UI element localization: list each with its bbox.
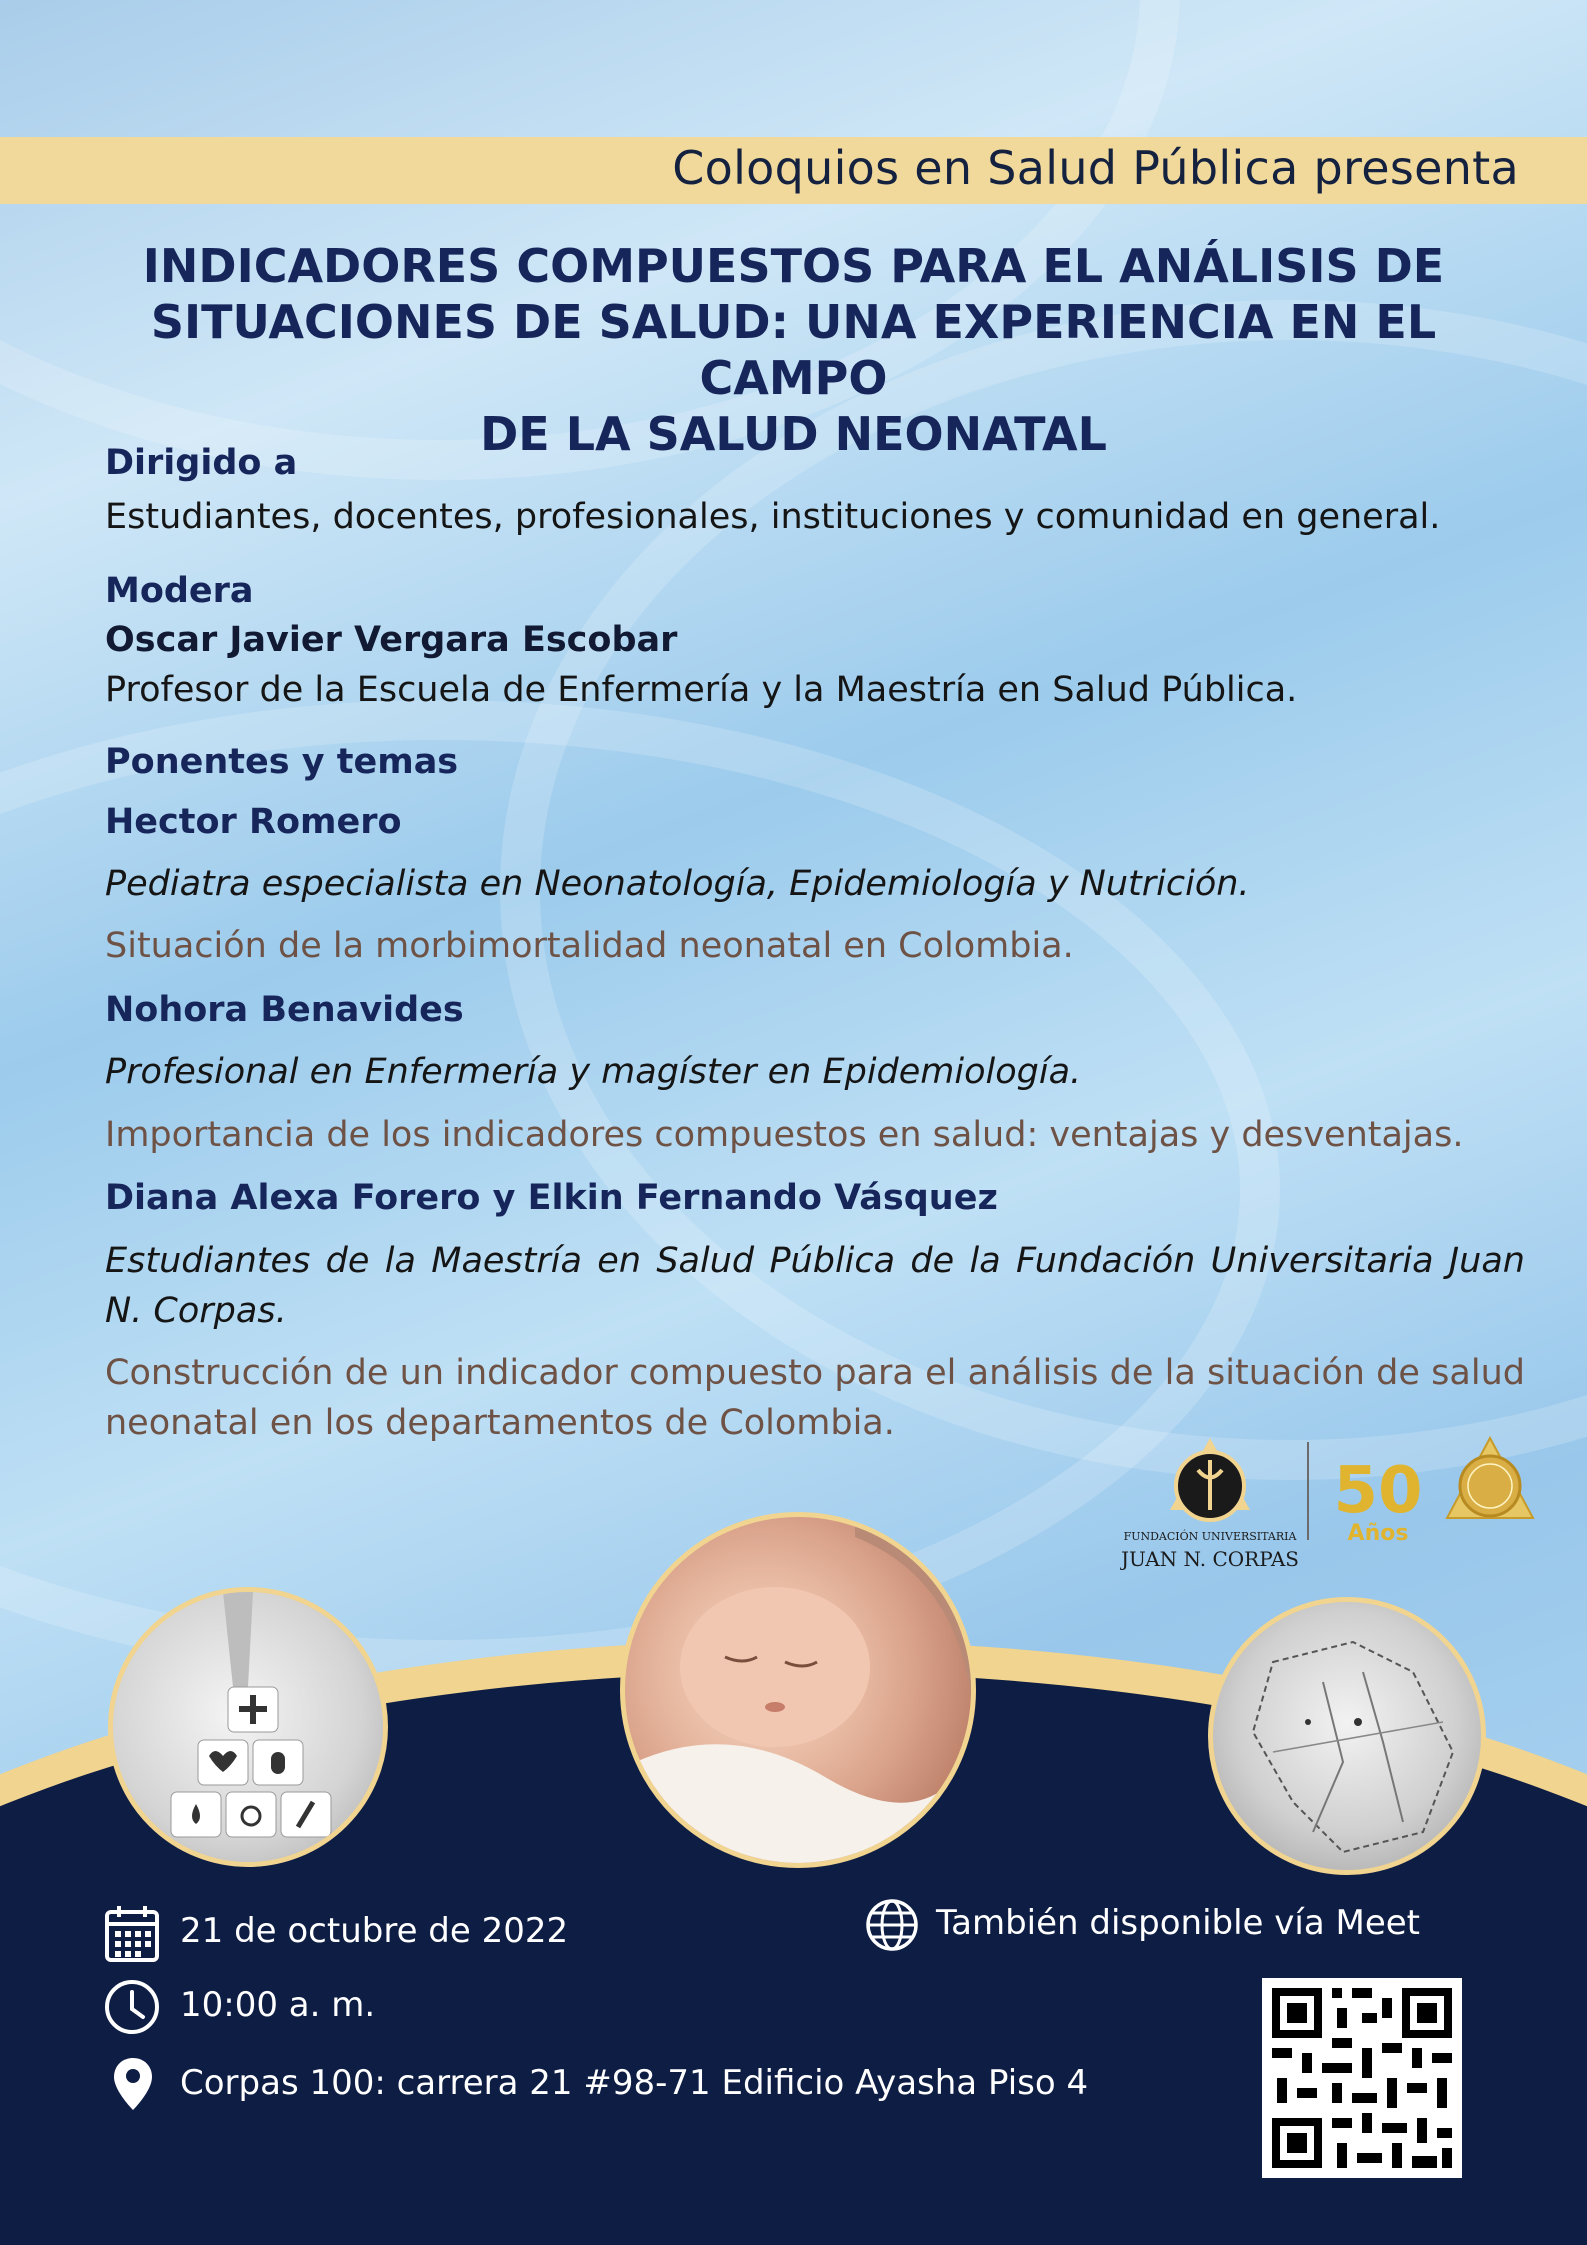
- location-pin-icon: [112, 2056, 154, 2112]
- online-availability: También disponible vía Meet: [936, 1903, 1420, 1943]
- corpas-logo-icon: [1120, 1430, 1540, 1580]
- moderator-role: Profesor de la Escuela de Enfermería y la Maestría en Salud Pública.: [105, 670, 1298, 710]
- colombia-map-photo: [1208, 1597, 1486, 1875]
- logo-small-text: FUNDACIÓN UNIVERSITARIA: [1123, 1530, 1297, 1543]
- moderator-heading: Modera: [105, 571, 254, 611]
- globe-icon: [864, 1897, 920, 1953]
- clock-icon: [103, 1978, 161, 2036]
- event-date: 21 de octubre de 2022: [180, 1911, 569, 1951]
- qr-code-icon: [1262, 1978, 1462, 2178]
- speaker-role: Profesional en Enfermería y magíster en Epidemiología.: [105, 1052, 1082, 1092]
- speaker-topic: Situación de la morbimortalidad neonatal en Colombia.: [105, 926, 1074, 966]
- speaker-topic: Importancia de los indicadores compuestos en salud: ventajas y desventajas.: [105, 1115, 1464, 1155]
- newborn-photo: [620, 1512, 976, 1868]
- title-line: INDICADORES COMPUESTOS PARA EL ANÁLISIS DE: [142, 239, 1445, 293]
- speaker-topic: Construcción de un indicador compuesto para el análisis de la situación de salud neonatal en los departamentos de Colombia.: [105, 1353, 1525, 1443]
- audience-heading: Dirigido a: [105, 443, 298, 483]
- speaker-role: Estudiantes de la Maestría en Salud Pública de la Fundación Universitaria Juan N. Corpas.: [105, 1241, 1525, 1331]
- logo-name-text: JUAN N. CORPAS: [1120, 1547, 1300, 1571]
- anniversary-number: 50: [1333, 1454, 1423, 1528]
- qr-code[interactable]: [1262, 1978, 1462, 2178]
- health-blocks-icon: [113, 1592, 383, 1862]
- institution-logos: [1120, 1430, 1540, 1580]
- event-time: 10:00 a. m.: [180, 1985, 376, 2025]
- moderator-name: Oscar Javier Vergara Escobar: [105, 620, 678, 660]
- speaker-name: Nohora Benavides: [105, 990, 464, 1030]
- health-blocks-photo: [108, 1587, 388, 1867]
- title-line: DE LA SALUD NEONATAL: [480, 407, 1107, 461]
- talk-title: [60, 238, 1527, 462]
- audience-text: Estudiantes, docentes, profesionales, instituciones y comunidad en general.: [105, 497, 1441, 537]
- speaker-name: Hector Romero: [105, 802, 402, 842]
- speaker-role: Pediatra especialista en Neonatología, Epidemiología y Nutrición.: [105, 864, 1250, 904]
- speaker-name: Diana Alexa Forero y Elkin Fernando Vásquez: [105, 1178, 998, 1218]
- presenter-line: Coloquios en Salud Pública presenta: [672, 141, 1519, 195]
- map-icon: [1213, 1602, 1481, 1870]
- title-line: SITUACIONES DE SALUD: UNA EXPERIENCIA EN EL CAMPO: [150, 295, 1437, 405]
- newborn-baby-icon: [625, 1517, 971, 1863]
- event-location: Corpas 100: carrera 21 #98-71 Edificio Ayasha Piso 4: [180, 2063, 1089, 2103]
- speakers-heading: Ponentes y temas: [105, 742, 459, 782]
- anniversary-word: Años: [1347, 1521, 1409, 1546]
- calendar-icon: [104, 1904, 160, 1964]
